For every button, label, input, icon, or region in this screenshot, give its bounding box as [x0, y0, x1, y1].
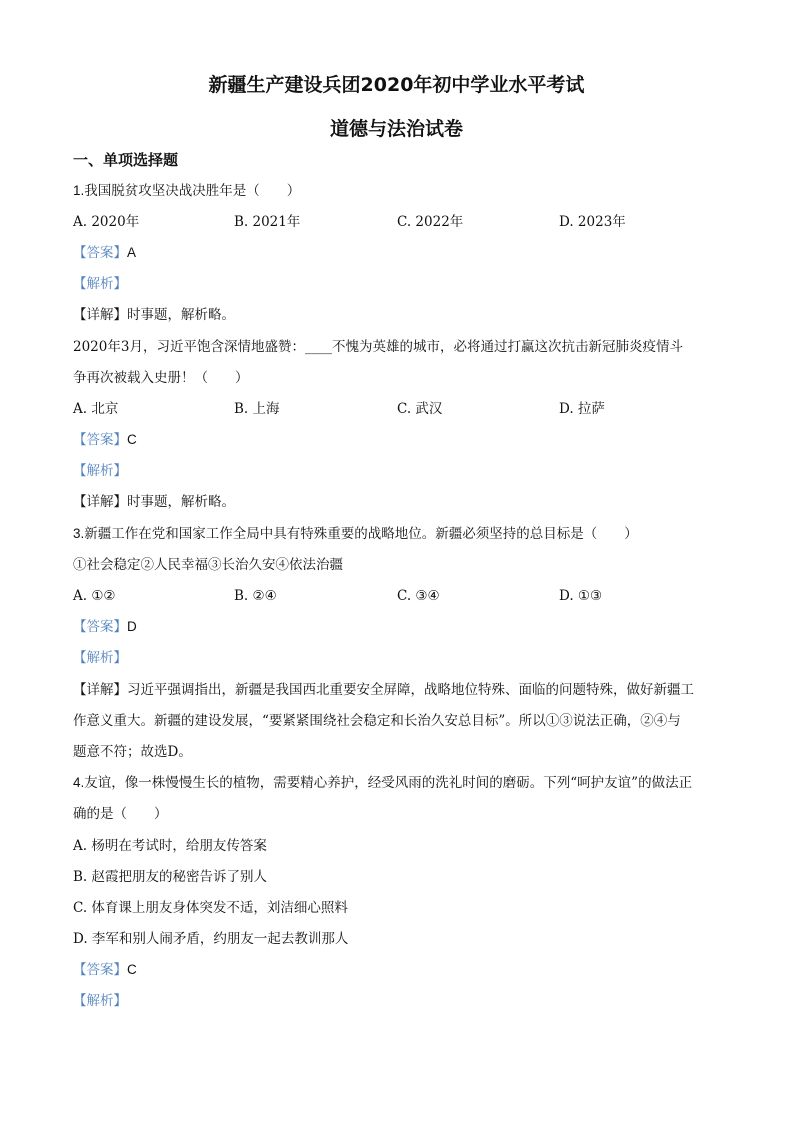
q2-option-d: D. 拉萨 — [559, 401, 605, 417]
q2-analysis-tag: 【解析】 — [73, 463, 127, 479]
answer-value: A — [127, 245, 137, 260]
q3-option-b: B. ②④ — [234, 588, 277, 604]
q2-option-b: B. 上海 — [234, 401, 280, 417]
question-number: 4. — [73, 775, 85, 790]
question-text: 新疆工作在党和国家工作全局中具有特殊重要的战略地位。新疆必须坚持的总目标是（ ） — [84, 526, 638, 542]
q3-option-c: C. ③④ — [397, 588, 440, 604]
detail-tag: 【详解】 — [73, 682, 127, 698]
q1-answer — [73, 243, 136, 263]
q2-option-a: A. 北京 — [73, 401, 119, 417]
page-title: 新疆生产建设兵团2020年初中学业水平考试 — [208, 74, 585, 96]
q4-option-b: B. 赵霞把朋友的秘密告诉了别人 — [73, 869, 268, 885]
question-number: 1. — [73, 183, 85, 198]
question-3-stem — [73, 524, 638, 544]
q1-option-d: D. 2023年 — [559, 214, 626, 230]
detail-text: 时事题，解析略。 — [127, 494, 235, 510]
question-2-stem-line2: 争再次被载入史册！（ ） — [73, 370, 249, 386]
answer-value: C — [127, 962, 137, 977]
q1-analysis-tag: 【解析】 — [73, 276, 127, 292]
question-text: 我国脱贫攻坚决战决胜年是（ ） — [84, 183, 301, 199]
answer-tag: 【答案】 — [73, 619, 127, 635]
q4-answer — [73, 960, 137, 980]
q3-detail-line3: 题意不符；故选D。 — [73, 744, 192, 760]
question-2-stem-line1: 2020年3月，习近平饱含深情地盛赞：____不愧为英雄的城市，必将通过打赢这次抗击新冠肺炎疫情斗 — [73, 339, 683, 355]
question-1-stem — [73, 181, 300, 201]
q3-option-d: D. ①③ — [559, 588, 603, 604]
section-heading: 一、单项选择题 — [73, 151, 179, 169]
q3-answer — [73, 617, 137, 637]
q3-analysis-tag: 【解析】 — [73, 650, 127, 666]
q2-option-c: C. 武汉 — [397, 401, 443, 417]
detail-tag: 【详解】 — [73, 494, 127, 510]
q1-option-a: A. 2020年 — [73, 214, 140, 230]
question-number: 3. — [73, 526, 85, 541]
q3-option-a: A. ①② — [73, 588, 116, 604]
answer-tag: 【答案】 — [73, 962, 127, 978]
detail-text: 时事题，解析略。 — [127, 307, 235, 323]
answer-tag: 【答案】 — [73, 245, 127, 261]
q1-detail — [73, 305, 235, 325]
question-text: 友谊，像一株慢慢生长的植物，需要精心养护，经受风雨的洗礼时间的磨砺。下列“呵护友谊”的做法正 — [84, 775, 693, 791]
question-4-stem-line1 — [73, 773, 692, 793]
q4-analysis-tag: 【解析】 — [73, 993, 127, 1009]
q4-option-d: D. 李军和别人闹矛盾，约朋友一起去教训那人 — [73, 931, 349, 947]
q1-option-c: C. 2022年 — [397, 214, 464, 230]
question-3-items: ①社会稳定②人民幸福③长治久安④依法治疆 — [73, 557, 343, 573]
q4-option-a: A. 杨明在考试时，给朋友传答案 — [73, 838, 267, 854]
answer-tag: 【答案】 — [73, 432, 127, 448]
page-subtitle: 道德与法治试卷 — [329, 118, 463, 140]
q3-detail-line1 — [73, 680, 694, 700]
answer-value: D — [127, 619, 137, 634]
q3-detail-line2: 作意义重大。新疆的建设发展，“要紧紧围绕社会稳定和长治久安总目标”。所以①③说法正确，②④与 — [73, 713, 681, 729]
question-4-stem-line2: 确的是（ ） — [73, 806, 168, 822]
detail-tag: 【详解】 — [73, 307, 127, 323]
q4-option-c: C. 体育课上朋友身体突发不适，刘洁细心照料 — [73, 900, 348, 916]
detail-text: 习近平强调指出，新疆是我国西北重要安全屏障，战略地位特殊、面临的问题特殊，做好新疆工 — [127, 682, 694, 698]
q2-answer — [73, 430, 137, 450]
q2-detail — [73, 492, 235, 512]
q1-option-b: B. 2021年 — [234, 214, 301, 230]
answer-value: C — [127, 432, 137, 447]
